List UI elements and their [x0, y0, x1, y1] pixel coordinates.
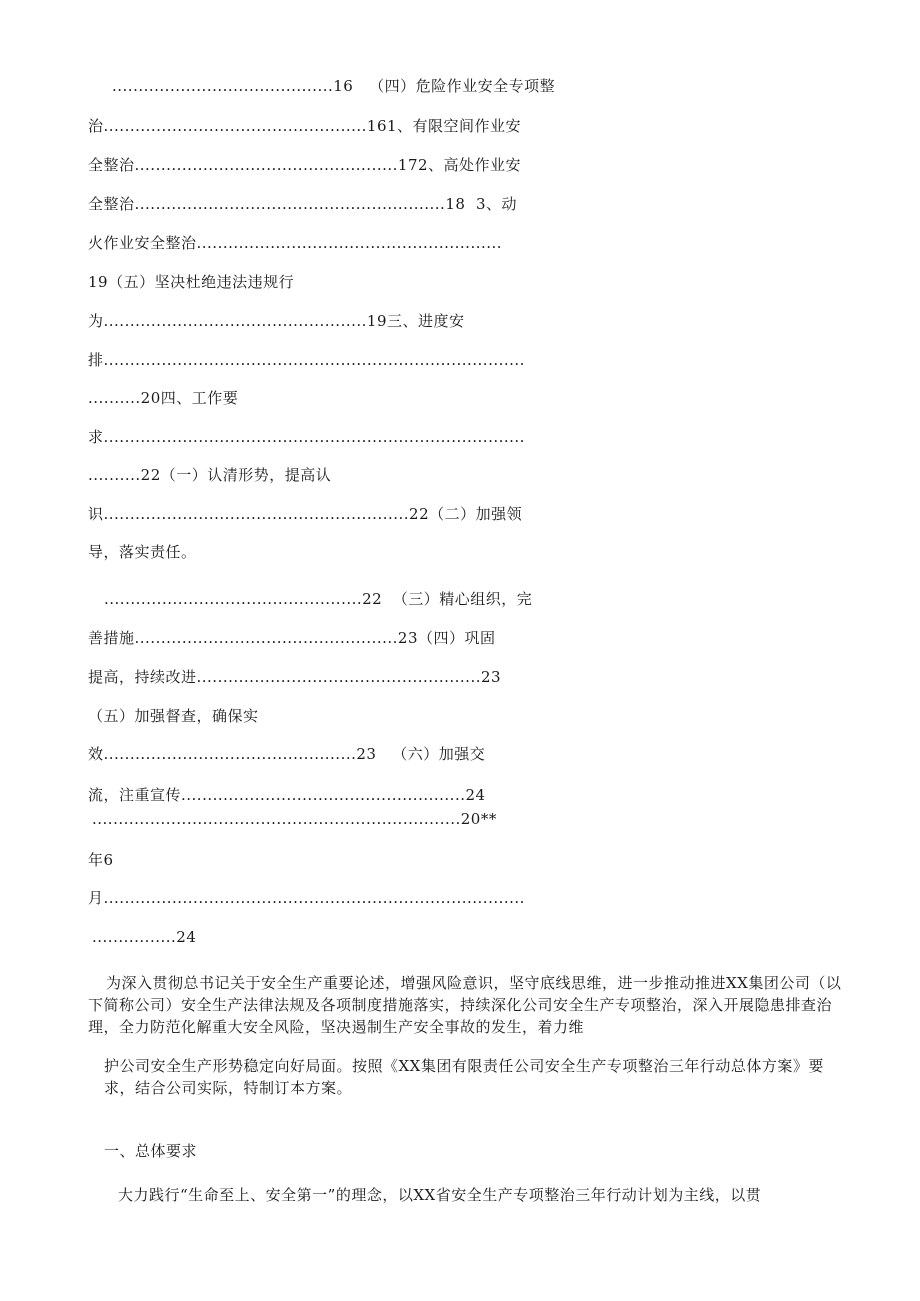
body-paragraph: 大力践行“生命至上、安全第一”的理念，以XX省安全生产专项整治三年行动计划为主线，以贯	[118, 1186, 762, 1204]
section-heading: 一、总体要求	[104, 1142, 198, 1160]
toc-line: ......................................................................20**	[92, 810, 497, 828]
toc-line: 排................................................................................	[88, 351, 525, 369]
toc-line: ..........................................16 （四）危险作业安全专项整	[112, 77, 556, 95]
toc-line: 导，落实责任。	[88, 543, 197, 561]
toc-line: 识..........................................................22（二）加强领	[88, 505, 523, 523]
toc-line: 月................................................................................	[88, 889, 525, 907]
toc-line: 火作业安全整治..........................................................	[88, 234, 503, 252]
toc-line: ................24	[92, 928, 197, 946]
toc-line: 提高，持续改进......................................................23	[88, 668, 502, 686]
toc-line: （五）加强督查，确保实	[88, 707, 259, 725]
body-paragraph: 为深入贯彻总书记关于安全生产重要论述，增强风险意识，坚守底线思维，进一步推动推进XX集团公司（以下简称公司）安全生产法律法规及各项制度措施落实，持续深化公司安全生产专项整治，深入开展隐患排查治理，全力防范化解重大安全风险，坚决遏制生产安全事故的发生，着力维	[88, 974, 842, 1036]
body-paragraph: 护公司安全生产形势稳定向好局面。按照《XX集团有限责任公司安全生产专项整治三年行动总体方案》要求，结合公司实际，特制订本方案。	[104, 1057, 824, 1097]
toc-line: 效................................................23 （六）加强交	[88, 745, 486, 763]
toc-line: 求................................................................................	[88, 428, 525, 446]
toc-line: 全整治..................................................172、高处作业安	[88, 156, 522, 174]
toc-line: 19（五）坚决杜绝违法违规行	[88, 273, 295, 291]
toc-line: 全整治...........................................................18 3、动	[88, 195, 517, 213]
toc-line: .................................................22 （三）精心组织，完	[104, 590, 533, 608]
toc-line: ..........22（一）认清形势，提高认	[88, 466, 332, 484]
toc-line: ..........20四、工作要	[88, 389, 239, 407]
toc-line: 年6	[88, 851, 114, 869]
toc-line: 善措施..................................................23（四）巩固	[88, 629, 496, 647]
toc-line: 治..................................................161、有限空间作业安	[88, 117, 522, 135]
toc-line: 为..................................................19三、进度安	[88, 312, 465, 330]
toc-line: 流，注重宣传......................................................24	[88, 786, 486, 804]
